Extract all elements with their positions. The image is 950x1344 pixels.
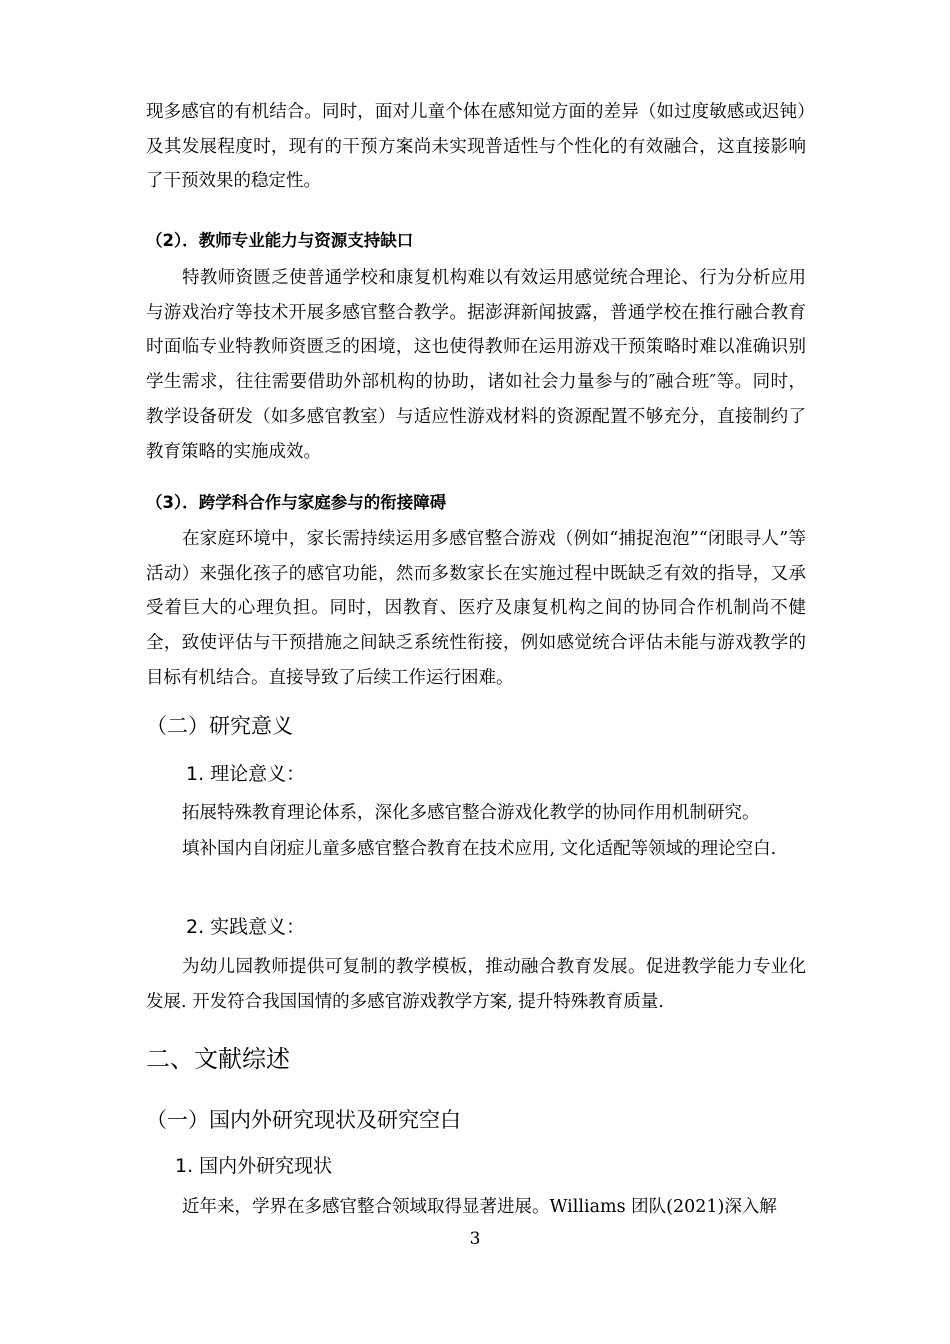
paragraph-practical: 为幼儿园教师提供可复制的教学模板，推动融合教育发展。促进教学能力专业化发展. 开发符合我国国情的多感官游戏教学方案, 提升特殊教育质量.: [146, 957, 806, 1012]
paragraph-interdisciplinary: 在家庭环境中，家长需持续运用多感官整合游戏（例如“捕捉泡泡”“闭眼寻人”等活动）来强化孩子的感官功能，然而多数家长在实施过程中既缺乏有效的指导，又承受着巨大的心理负担。同时，因教育、医疗及康复机构之间的协同合作机制尚不健全，致使评估与干预措施之间缺乏系统性衔接，例如感觉统合评估未能与游戏教学的目标有机结合。直接导致了后续工作运行困难。: [146, 529, 806, 688]
subheading-teacher-capacity: （2）．教师专业能力与资源支持缺口: [146, 231, 414, 250]
heading-practical-significance: 2. 实践意义：: [186, 916, 306, 938]
chapter-heading-literature-review: 二、文献综述: [146, 1045, 290, 1073]
paragraph-research-status: 近年来，学界在多感官整合领域取得显著进展。Williams 团队(2021)深入解: [182, 1197, 777, 1217]
page-number: 3: [469, 1229, 481, 1249]
paragraph-teacher-capacity: 特教师资匮乏使普通学校和康复机构难以有效运用感觉统合理论、行为分析应用与游戏治疗等技术开展多感官整合教学。据澎湃新闻披露，普通学校在推行融合教育时面临专业特教师资匮乏的困境，这也使得教师在运用游戏干预策略时难以准确识别学生需求，往往需要借助外部机构的协助，诸如社会力量参与的″融合班″等。同时，教学设备研发（如多感官教室）与适应性游戏材料的资源配置不够充分，直接制约了教育策略的实施成效。: [146, 268, 806, 462]
heading-theoretical-significance: 1. 理论意义：: [186, 763, 306, 785]
section-heading-research-significance: （二）研究意义: [146, 714, 293, 738]
paragraph-theory-1: 拓展特殊教育理论体系，深化多感官整合游戏化教学的协同作用机制研究。: [182, 803, 760, 823]
paragraph-theory-2: 填补国内自闭症儿童多感官整合教育在技术应用, 文化适配等领域的理论空白.: [182, 839, 777, 859]
section-heading-research-status: （一）国内外研究现状及研究空白: [146, 1108, 461, 1132]
subheading-interdisciplinary: （3）．跨学科合作与家庭参与的衔接障碍: [146, 493, 447, 512]
heading-research-status: 1. 国内外研究现状: [175, 1155, 333, 1177]
paragraph-intro: 现多感官的有机结合。同时，面对儿童个体在感知觉方面的差异（如过度敏感或迟钝）及其发展程度时，现有的干预方案尚未实现普适性与个性化的有效融合，这直接影响了干预效果的稳定性。: [146, 102, 806, 192]
